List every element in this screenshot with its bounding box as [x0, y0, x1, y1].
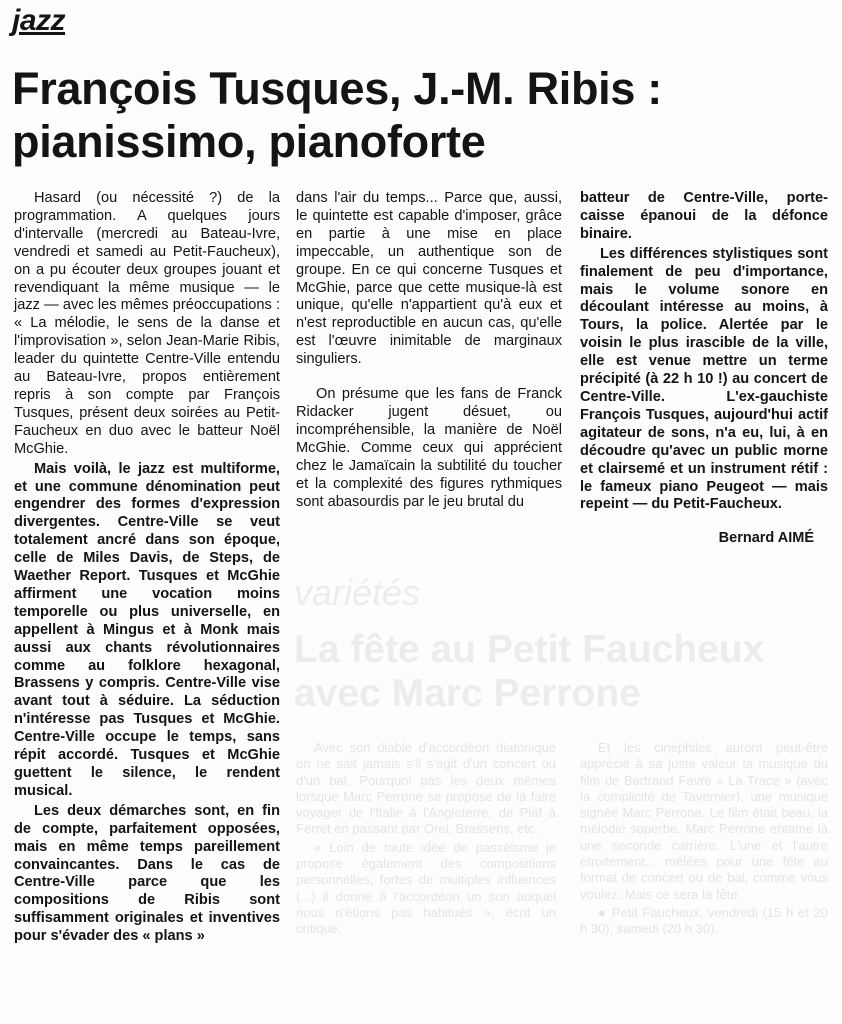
show-through-section-label: variétés	[294, 572, 421, 613]
paragraph: batteur de Centre-Ville, porte-caisse épanoui de la défonce binaire.	[580, 190, 828, 242]
paragraph: Les différences stylistiques sont finalement de peu d'importance, mais le volume sonore en découlant intéresse au moins, à Tours, la police. Alertée par le voisin le plus irascible de la ville, elle est venue mettre un terme précipité (à 22 h 10 !) au concert de Centre-Ville. L'ex-gauchiste François Tusques, aujourd'hui actif agitateur de sons, n'a eu, lui, à en découdre qu'avec un public morne et clairsemé et un instrument rétif : le fameux piano Peugeot — mais repeint — du Petit-Faucheux.	[580, 245, 828, 513]
article-headline: François Tusques, J.-M. Ribis : pianissimo, pianoforte	[12, 63, 662, 167]
show-through-column-1	[296, 740, 556, 938]
paragraph: On présume que les fans de Franck Ridacker jugent désuet, ou incompréhensible, la manière de Noël McGhie. Comme ceux qui apprécient chez le Jamaïcain la subtilité du toucher et la complexité des figures rythmiques sont abasourdis par le jeu brutal du	[296, 386, 562, 510]
paragraph: « Loin de toute idée de passéisme je propose également des compositions personnelles, fortes de multiples influences (...) il donne à l'accordéon un son auquel nous n'étions pas habitués », écrit un critique.	[296, 839, 556, 937]
paragraph: Avec son diable d'accordéon diatonique on ne sait jamais s'il s'agit d'un concert ou d'un bal. Pourquoi pas les deux mêmes lorsque Marc Perrone se propose de la faire voyager de l'Italie à l'Angleterre, de Piaf à Ferret en passant par Orel, Brassens, etc.	[296, 740, 556, 837]
article-column-3	[580, 190, 828, 514]
show-through-headline: La fête au Petit Faucheux avec Marc Perrone	[294, 628, 765, 715]
paragraph: Hasard (ou nécessité ?) de la programmation. A quelques jours d'intervalle (mercredi au Bateau-Ivre, vendredi et samedi au Petit-Faucheux), on a pu écouter deux groupes jouant et revendiquant la même musique — le jazz — avec les mêmes préoccupations : « La mélodie, le sens de la danse et l'improvisation », selon Jean-Marie Ribis, leader du quintette Centre-Ville entendu au Bateau-Ivre, propos entièrement repris à son compte par François Tusques, présent deux soirées au Petit-Faucheux en duo avec le batteur Noël McGhie.	[14, 190, 280, 457]
article-column-2	[296, 190, 562, 511]
paragraph: Les deux démarches sont, en fin de compte, parfaitement opposées, mais en même temps pareillement convaincantes. Dans le cas de Centre-Ville parce que les compositions de Ribis sont suffisamment originales et inventives pour s'évader des « plans »	[14, 802, 280, 945]
article-column-1	[14, 190, 280, 946]
paragraph: ● Petit Faucheux, vendredi (15 h et 20 h 30), samedi (20 h 30).	[580, 904, 828, 937]
author-byline: Bernard AIMÉ	[718, 530, 814, 546]
show-through-column-2	[580, 740, 828, 938]
paragraph: dans l'air du temps... Parce que, aussi, le quintette est capable d'imposer, grâce en partie à une mise en place impeccable, un authentique son de groupe. En ce qui concerne Tusques et McGhie, parce que cette musique-là est unique, qu'elle n'appartient qu'à eux et n'est reproductible en aucun cas, qu'elle est l'œuvre inimitable de marginaux singuliers.	[296, 190, 562, 368]
paragraph: Mais voilà, le jazz est multiforme, et une commune dénomination peut engendrer des formes d'expression divergentes. Centre-Ville se veut totalement ancré dans son époque, celle de Miles Davis, de Steps, de Waether Report. Tusques et McGhie affirment une vocation moins temporelle ou plus universelle, en appellent à Mingus et à Monk mais aussi aux chants révolutionnaires comme au folklore hexagonal, Brassens y compris. Centre-Ville vise avant tout à séduire. La séduction n'intéresse pas Tusques et McGhie. Centre-Ville occupe le temps, sans répit accordé. Tusques et McGhie guettent le silence, le rendent musical.	[14, 460, 280, 799]
paragraph: Et les cinéphiles auront peut-être apprécié à sa juste valeur la musique du film de Bertrand Favre « La Trace » (avec la complicité de Tavernier), une musique signée Marc Perrone. Le film était beau, la mélodie superbe. Marc Perrone entame là une seconde carrière. L'une et l'autre étroitement... mêlées pour une fête au format de concert ou de bal, comme vous voulez. Mais ce sera la fête.	[580, 740, 828, 902]
section-label: jazz	[12, 4, 66, 37]
